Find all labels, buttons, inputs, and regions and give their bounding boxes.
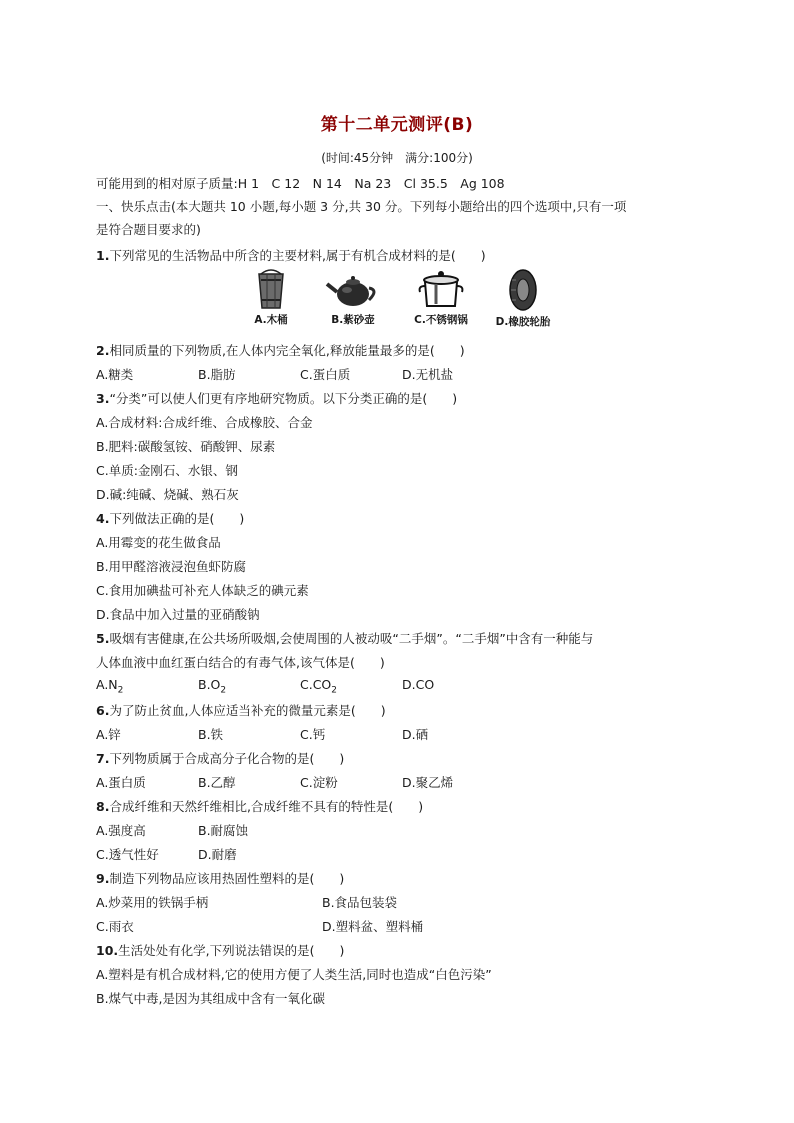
question-number: 7. xyxy=(96,751,110,766)
option-d[interactable] xyxy=(402,677,504,692)
q2-options xyxy=(96,365,504,383)
option-c[interactable]: C.蛋白质 xyxy=(300,367,351,382)
question-4 xyxy=(96,509,244,527)
atomic-masses: 可能用到的相对原子质量:H 1 C 12 N 14 Na 23 Cl 35.5 Ag 108 xyxy=(96,176,505,191)
question-text: 相同质量的下列物质,在人体内完全氧化,释放能量最多的是( ) xyxy=(109,343,465,358)
option-text: A.N xyxy=(96,677,118,692)
option-a[interactable]: A.用霉变的花生做食品 xyxy=(96,535,221,550)
option-c[interactable]: C.单质:金刚石、水银、钢 xyxy=(96,463,238,478)
question-text: 吸烟有害健康,在公共场所吸烟,会使周围的人被动吸“二手烟”。“二手烟”中含有一种能与 xyxy=(109,631,594,646)
option-b[interactable]: B.肥料:碳酸氢铵、硝酸钾、尿素 xyxy=(96,439,276,454)
question-5-cont: 人体血液中血红蛋白结合的有毒气体,该气体是( ) xyxy=(96,655,385,670)
question-text: 合成纤维和天然纤维相比,合成纤维不具有的特性是( ) xyxy=(109,799,424,814)
option-c-image[interactable] xyxy=(406,268,476,327)
question-number: 8. xyxy=(96,799,110,814)
option-b[interactable]: B.乙醇 xyxy=(198,775,236,790)
option-a-image[interactable] xyxy=(236,268,306,327)
option-c[interactable]: C.钙 xyxy=(300,727,326,742)
question-text: 生活处处有化学,下列说法错误的是( ) xyxy=(118,943,345,958)
subscript: 2 xyxy=(117,685,124,696)
option-a[interactable]: A.蛋白质 xyxy=(96,775,146,790)
option-d[interactable]: D.无机盐 xyxy=(402,367,454,382)
option-d[interactable]: D.硒 xyxy=(402,727,429,742)
option-b[interactable] xyxy=(198,677,300,696)
subscript: 2 xyxy=(220,685,227,696)
question-1 xyxy=(96,246,486,264)
question-text: 下列物质属于合成高分子化合物的是( ) xyxy=(109,751,345,766)
option-d[interactable]: D.聚乙烯 xyxy=(402,775,454,790)
question-8 xyxy=(96,797,423,815)
question-number: 6. xyxy=(96,703,110,718)
wooden-bucket-icon xyxy=(255,268,287,310)
option-b[interactable]: B.用甲醛溶液浸泡鱼虾防腐 xyxy=(96,559,247,574)
question-10 xyxy=(96,941,344,959)
question-text: “分类”可以使人们更有序地研究物质。以下分类正确的是( ) xyxy=(109,391,458,406)
option-caption: A.木桶 xyxy=(254,314,288,326)
q6-options xyxy=(96,725,504,743)
option-text: B.O xyxy=(198,677,221,692)
option-b-image[interactable] xyxy=(318,268,388,327)
question-number: 4. xyxy=(96,511,110,526)
teapot-icon xyxy=(325,268,381,310)
option-d[interactable]: D.食品中加入过量的亚硝酸钠 xyxy=(96,607,260,622)
q9-options-row1 xyxy=(96,893,548,911)
section-intro-line1: 一、快乐点击(本大题共 10 小题,每小题 3 分,共 30 分。下列每小题给出的四个选项中,只有一项 xyxy=(96,199,627,214)
option-b[interactable]: B.煤气中毒,是因为其组成中含有一氧化碳 xyxy=(96,991,326,1006)
option-c[interactable]: C.透气性好 xyxy=(96,847,159,862)
question-number: 9. xyxy=(96,871,110,886)
option-a[interactable]: A.糖类 xyxy=(96,367,134,382)
question-text: 下列做法正确的是( ) xyxy=(109,511,245,526)
q8-options-row1 xyxy=(96,821,300,839)
option-c[interactable]: C.食用加碘盐可补充人体缺乏的碘元素 xyxy=(96,583,309,598)
option-d[interactable]: D.耐磨 xyxy=(198,847,237,862)
option-a[interactable]: A.强度高 xyxy=(96,823,146,838)
option-a[interactable] xyxy=(96,677,198,696)
time-and-score: (时间:45分钟 满分:100分) xyxy=(321,151,473,165)
option-text: D.CO xyxy=(402,677,435,692)
option-text: C.CO xyxy=(300,677,332,692)
option-caption: C.不锈钢锅 xyxy=(414,314,468,326)
option-d[interactable]: D.碱:纯碱、烧碱、熟石灰 xyxy=(96,487,239,502)
option-b[interactable]: B.脂肪 xyxy=(198,367,236,382)
question-text: 下列常见的生活物品中所含的主要材料,属于有机合成材料的是( ) xyxy=(109,248,486,263)
option-a[interactable]: A.塑料是有机合成材料,它的使用方便了人类生活,同时也造成“白色污染” xyxy=(96,967,492,982)
option-c[interactable] xyxy=(300,677,402,696)
option-b[interactable]: B.耐腐蚀 xyxy=(198,823,249,838)
q1-image-options xyxy=(236,268,566,334)
option-a[interactable]: A.合成材料:合成纤维、合成橡胶、合金 xyxy=(96,415,313,430)
q8-options-row2 xyxy=(96,845,300,863)
question-text: 制造下列物品应该用热固性塑料的是( ) xyxy=(109,871,345,886)
question-text: 为了防止贫血,人体应适当补充的微量元素是( ) xyxy=(109,703,386,718)
question-number: 5. xyxy=(96,631,110,646)
question-2 xyxy=(96,341,465,359)
question-number: 1. xyxy=(96,248,110,263)
option-caption: D.橡胶轮胎 xyxy=(495,316,551,328)
question-number: 3. xyxy=(96,391,110,406)
option-b[interactable]: B.铁 xyxy=(198,727,224,742)
option-caption: B.紫砂壶 xyxy=(331,314,375,326)
q7-options xyxy=(96,773,504,791)
page-title: 第十二单元测评(B) xyxy=(320,115,474,135)
question-number: 10. xyxy=(96,943,119,958)
question-5 xyxy=(96,629,593,647)
option-c[interactable]: C.雨衣 xyxy=(96,919,134,934)
question-3 xyxy=(96,389,457,407)
question-number: 2. xyxy=(96,343,110,358)
question-7 xyxy=(96,749,344,767)
rubber-tire-icon xyxy=(507,268,539,312)
q5-options xyxy=(96,677,504,696)
option-d[interactable]: D.塑料盆、塑料桶 xyxy=(322,919,424,934)
option-a[interactable]: A.炒菜用的铁锅手柄 xyxy=(96,895,209,910)
option-a[interactable]: A.锌 xyxy=(96,727,121,742)
option-b[interactable]: B.食品包装袋 xyxy=(322,895,398,910)
section-intro-line2: 是符合题目要求的) xyxy=(96,222,201,237)
q9-options-row2 xyxy=(96,917,548,935)
question-6 xyxy=(96,701,386,719)
option-d-image[interactable] xyxy=(488,268,558,329)
question-9 xyxy=(96,869,344,887)
steel-pot-icon xyxy=(416,268,466,310)
subscript: 2 xyxy=(331,685,338,696)
option-c[interactable]: C.淀粉 xyxy=(300,775,338,790)
